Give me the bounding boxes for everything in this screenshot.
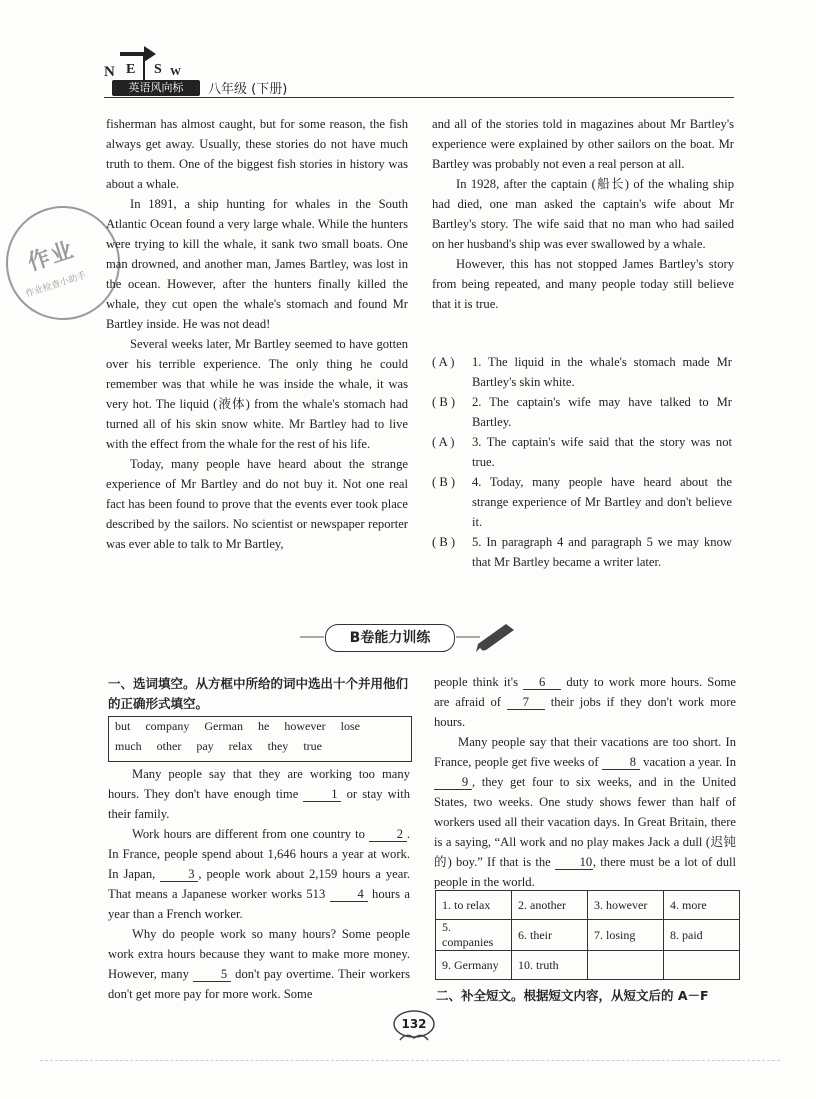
cloze-text: , there must be a lot of dull people in the world. xyxy=(434,855,736,889)
paragraph-1891: In 1891, a ship hunting for whales in the South Atlantic Ocean found a very large whale. While the hunters were trying to kill the whale, it sank two small boats. One man drowned, and another man, James Bartley, was lost in the ocean. However, after the hunters finally killed the whale, they cut open the whale's stomach and found Mr Bartley inside. He was not dead! xyxy=(106,197,408,331)
table-cell: 8. paid xyxy=(664,920,740,951)
blank-4: 4 xyxy=(330,887,368,902)
question-4-text: 4. Today, many people have heard about the strange experience of Mr Bartley and don't believe it. xyxy=(472,475,732,529)
compass-letter-n: N xyxy=(104,64,115,80)
section2-title: 二、补全短文。根据短文内容，从短文后的 A－F xyxy=(436,988,709,1003)
word-box xyxy=(108,716,412,762)
word-much: much xyxy=(115,739,142,753)
footer-rule xyxy=(40,1060,780,1061)
cloze-text: Work hours are different from one country to xyxy=(132,827,365,841)
cloze-text: , they get four to six weeks, and in the United States, two weeks. One study shows fewer than half of workers used all their vacation days. In Great Britain, there is a saying, “All work and no play makes Jack a dull (迟钝的) boy.” If that is the xyxy=(434,775,736,869)
cloze-text: or stay with their family. xyxy=(108,787,411,821)
grade-label: 八年级 (下册) xyxy=(208,82,288,97)
word-they: they xyxy=(267,739,289,753)
question-3-text: 3. The captain's wife said that the story was not true. xyxy=(472,435,732,469)
word-box-row-1 xyxy=(115,719,372,734)
table-row xyxy=(436,891,740,920)
section1-title: 一、选词填空。从方框中所给的词中选出十个并用他们的正确形式填空。 xyxy=(108,676,409,711)
question-4 xyxy=(432,472,734,532)
blank-10: 10 xyxy=(555,855,593,870)
table-cell: 9. Germany xyxy=(436,951,512,980)
table-cell xyxy=(588,951,664,980)
left-column xyxy=(106,114,408,554)
question-4-answer: ( B ) xyxy=(432,475,456,489)
cloze-text: duty to work more hours. Some are afraid of xyxy=(434,675,736,709)
question-3-answer: ( A ) xyxy=(432,435,455,449)
word-other: other xyxy=(156,739,182,753)
table-cell: 2. another xyxy=(512,891,588,920)
word-but: but xyxy=(115,719,131,733)
blank-1: 1 xyxy=(303,787,341,802)
table-cell: 1. to relax xyxy=(436,891,512,920)
question-5 xyxy=(432,532,734,572)
question-1-text: 1. The liquid in the whale's stomach made Mr Bartley's skin white. xyxy=(472,355,732,389)
blank-7: 7 xyxy=(507,695,545,710)
cloze-text: people think it's xyxy=(434,675,518,689)
question-5-text: 5. In paragraph 4 and paragraph 5 we may know that Mr Bartley became a writer later. xyxy=(472,535,732,569)
page-number: 132 xyxy=(401,1017,427,1031)
cloze-text: vacation a year. In xyxy=(643,755,736,769)
blank-5: 5 xyxy=(193,967,231,982)
compass-logo xyxy=(104,44,184,80)
word-company: company xyxy=(145,719,190,733)
cloze-paragraph-2 xyxy=(108,824,410,924)
cloze-text: . In France, people spend about 1,646 hours a year at work. In Japan, xyxy=(108,827,410,881)
question-5-answer: ( B ) xyxy=(432,535,456,549)
header-rule xyxy=(104,97,734,98)
word-box-row-2 xyxy=(115,739,334,754)
cloze-text: hours a year than a French worker. xyxy=(108,887,410,921)
word-true: true xyxy=(303,739,322,753)
cloze-text: don't pay overtime. Their workers don't get more pay for more work. Some xyxy=(108,967,410,1001)
paragraph-however: However, this has not stopped James Bartley's story from being repeated, and many people today still believe that it is true. xyxy=(432,257,734,311)
question-1-answer: ( A ) xyxy=(432,355,455,369)
stamp-subtitle: 作业检查小助手 xyxy=(24,270,88,300)
paragraph-continued: fisherman has almost caught, but for some reason, the fish always get away. Usually, these stories do not have much truth to them. One of the biggest fish stories in history was about a whale. xyxy=(106,117,408,191)
cloze-text: Why do people work so many hours? Some people work extra hours because they want to make more money. However, many xyxy=(108,927,410,981)
cloze-paragraph-1 xyxy=(108,764,410,824)
question-3 xyxy=(432,432,734,472)
table-cell xyxy=(664,951,740,980)
compass-letter-e: E xyxy=(126,62,136,77)
answer-table xyxy=(435,890,740,980)
section-banner: B卷能力训练 xyxy=(325,624,455,652)
question-2 xyxy=(432,392,734,432)
table-cell: 4. more xyxy=(664,891,740,920)
word-relax: relax xyxy=(228,739,253,753)
cloze-text: , people work about 2,159 hours a year. That means a Japanese worker works 513 xyxy=(108,867,410,901)
compass-letter-w: W xyxy=(170,66,181,78)
cloze-paragraph-4 xyxy=(434,672,736,732)
word-german: German xyxy=(204,719,243,733)
table-cell: 6. their xyxy=(512,920,588,951)
question-2-text: 2. The captain's wife may have talked to Mr Bartley. xyxy=(472,395,732,429)
paragraph-weeks-later: Several weeks later, Mr Bartley seemed to have gotten over his terrible experience. The only thing he could remember was that while he was inside the whale, it was very hot. The liquid (液体) from the whale's stomach had turned all of his skin snow white. Mr Bartley had to live with the effect from the whale for the rest of his life. xyxy=(106,337,408,451)
blank-3: 3 xyxy=(160,867,198,882)
table-row xyxy=(436,920,740,951)
table-cell: 7. losing xyxy=(588,920,664,951)
table-cell: 10. truth xyxy=(512,951,588,980)
table-cell: 5. companies xyxy=(436,920,512,951)
blank-2: 2 xyxy=(369,827,407,842)
blank-8: 8 xyxy=(602,755,640,770)
question-1 xyxy=(432,352,734,392)
cloze-right xyxy=(434,672,736,892)
compass-letter-s: S xyxy=(154,62,162,77)
cloze-paragraph-5 xyxy=(434,732,736,892)
table-cell: 3. however xyxy=(588,891,664,920)
word-he: he xyxy=(258,719,270,733)
right-column xyxy=(432,114,734,314)
word-pay: pay xyxy=(196,739,214,753)
cloze-text: their jobs if they don't work more hours. xyxy=(434,695,736,729)
cloze-text: Many people say that they are working too many hours. They don't have enough time xyxy=(108,767,410,801)
paragraph-magazines: and all of the stories told in magazines about Mr Bartley's experience were explained by other sailors on the boat. Mr Bartley was probably not even a real person at all. xyxy=(432,117,734,171)
blank-9: 9 xyxy=(434,775,472,790)
word-lose: lose xyxy=(340,719,360,733)
question-2-answer: ( B ) xyxy=(432,395,456,409)
cloze-paragraph-3 xyxy=(108,924,410,1004)
cloze-left xyxy=(108,764,410,1004)
stamp-title: 作业 xyxy=(24,237,79,277)
blank-6: 6 xyxy=(523,675,561,690)
cloze-text: Many people say that their vacations are too short. In France, people get five weeks of xyxy=(434,735,736,769)
paragraph-today: Today, many people have heard about the strange experience of Mr Bartley and do not buy it. Not one real fact has been found to prove that the events ever took place described by the sailors. No scientist or newspaper reporter was ever able to talk to Mr Bartley, xyxy=(106,457,408,551)
brand-label: 英语风向标 xyxy=(112,80,200,96)
word-however: however xyxy=(284,719,326,733)
paragraph-1928: In 1928, after the captain (船长) of the whaling ship had died, one man asked the captain's wife about Mr Bartley's story. The wife said that no man who had sailed on her husband's ship was ever swallowed by a whale. xyxy=(432,177,734,251)
table-row xyxy=(436,951,740,980)
